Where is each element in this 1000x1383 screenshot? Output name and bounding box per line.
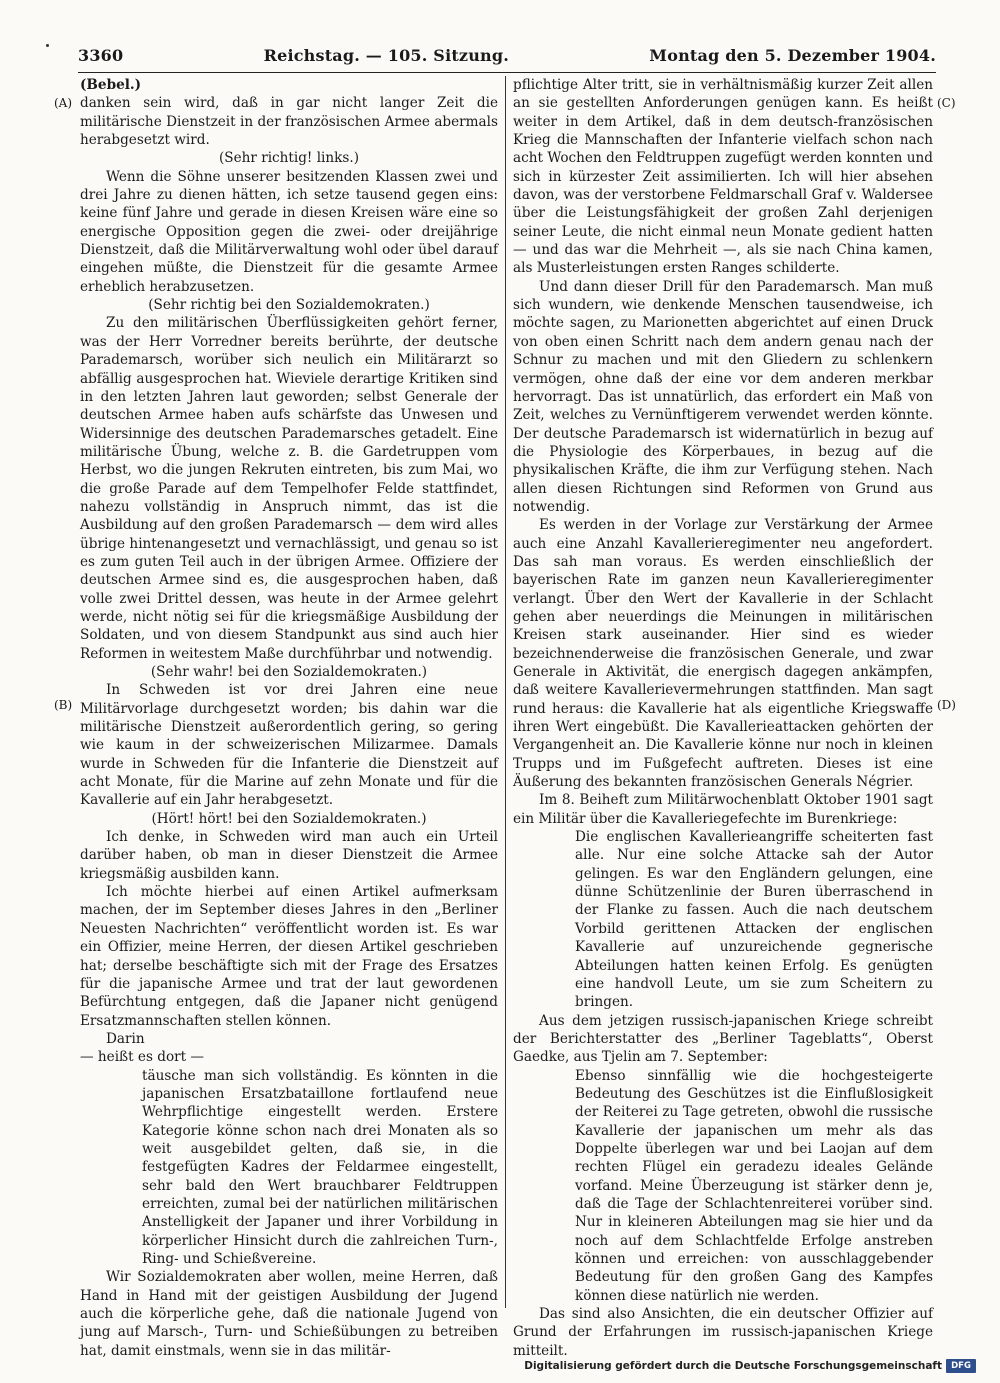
margin-marker-a: (A) [54,96,73,110]
paragraph: Aus dem jetzigen russisch-japanischen Kriege schreibt der Berichterstatter des „Berliner Tageblatts“, Oberst Gaedke, aus Tjelin am 7. September: [513,1012,933,1066]
column-rule [505,76,506,1308]
paragraph: pflichtige Alter tritt, sie in verhältnismäßig kurzer Zeit allen an sie gestellten Anforderungen genügen kann. Es heißt weiter in dem Artikel, daß in dem deutsch-französischen Krieg die Mannschaften der Infanterie vielfach schon nach acht Wochen den Feldtruppen zugefügt werden konnten und sich in kürzester Zeit assimilierten. Ich will hier absehen davon, was der verstorbene Feldmarschall Graf v. Waldersee über die Leistungsfähigkeit der großen Zahl derjenigen seiner Leute, die nicht einmal neun Monate gedient hatten — und das war die Mehrheit —, als sie nach China kamen, als Musterleistungen ersten Ranges schilderte. [513,77,933,277]
margin-marker-c: (C) [937,96,956,110]
paragraph: — heißt es dort — [80,1049,205,1066]
paragraph: danken sein wird, daß in gar nicht langer Zeit die militärische Dienstzeit in der französischen Armee abermals herabgesetzt wird. [80,95,498,149]
paragraph: Im 8. Beiheft zum Militärwochenblatt Oktober 1901 sagt ein Militär über die Kavalleriegefechte im Burenkriege: [513,792,933,827]
page-header [78,46,936,72]
interjection: (Sehr richtig bei den Sozialdemokraten.) [148,297,430,314]
page-footer [524,1359,976,1373]
left-column [80,76,498,1360]
interjection: (Sehr wahr! bei den Sozialdemokraten.) [150,664,428,680]
header-rule [78,72,936,73]
paragraph: Und dann dieser Drill für den Parademarsch. Man muß sich wundern, wie denkende Menschen tausendweise, ich möchte sagen, zu Marionetten abgerichtet auf einen Druck von oben einen Schritt nach dem andern genau nach der Schnur zu machen und mit den Gliedern zu schlenkern vermögen, ohne daß der eine vor dem anderen merkbar hervorragt. Das ist unnatürlich, das erfordert ein Maß von Zeit, welches zu Vernünftigerem verwendet werden könnte. Der deutsche Parademarsch ist widernatürlich in bezug auf die Physiologie des Körperbaues, in bezug auf die physikalischen Kräfte, die ihm zur Verfügung stehen. Nach allen diesen Richtungen sind Reformen von Grund aus notwendig. [513,278,933,515]
speaker-name: (Bebel.) [80,77,142,93]
paragraph: Das sind also Ansichten, die ein deutscher Offizier auf Grund der Erfahrungen im russisch-japanischen Kriege mitteilt. [513,1306,933,1359]
funding-note: Digitalisierung gefördert durch die Deutsche Forschungsgemeinschaft [524,1360,942,1372]
paragraph: Ich möchte hierbei auf einen Artikel aufmerksam machen, der im September dieses Jahres in den „Berliner Neuesten Nachrichten“ veröffentlicht worden ist. Es war ein Offizier, meine Herren, der diesen Artikel geschrieben hat; derselbe beschäftigte sich mit der Frage des Ersatzes für die japanische Armee und trat der laut gewordenen Befürchtung entgegen, daß die Japaner nicht genügend Ersatzmannschaften stellen können. [80,884,498,1029]
dfg-logo-icon: DFG [946,1359,976,1373]
right-column [513,76,933,1360]
paragraph: In Schweden ist vor drei Jahren eine neue Militärvorlage durchgesetzt worden; bis dahin war die militärische Dienstzeit außerordentlich gering, so gering wie kaum in der schweizerischen Milizarmee. Damals wurde in Schweden für die Infanterie die Dienstzeit auf acht Monate, für die Marine auf zehn Monate und für die Kavallerie auf ein Jahr herabgesetzt. [80,682,498,809]
paragraph: Es werden in der Vorlage zur Verstärkung der Armee auch eine Anzahl Kavallerieregimenter neu angefordert. Das sah man voraus. Es werden einschließlich der bayerischen Rate im ganzen neun Kavallerieregimenter verlangt. Über den Wert der Kavallerie in der Schlacht gehen aber neuerdings die Meinungen in militärischen Kreisen stark auseinander. Hier sind es wieder bezeichnenderweise die französischen Generale, und zwar Generale in Aktivität, die energisch dagegen ankämpfen, daß weitere Kavallerievermehrungen stattfinden. Man sagt rund heraus: die Kavallerie hat als eigentliche Kriegswaffe ihren Wert eingebüßt. Die Kavallerieattacken gehörten der Vergangenheit an. Die Kavallerie könne nur noch in kleinen Trupps und im Fußgefecht auftreten. Dieses ist eine Äußerung des bekannten französischen Generals Négrier. [513,517,933,791]
session-date: Montag den 5. Dezember 1904. [649,46,936,65]
page-number: 3360 [78,46,124,65]
paragraph: Zu den militärischen Überflüssigkeiten gehört ferner, was der Herr Vorredner bereits berührte, der deutsche Parademarsch, worüber sich neulich ein Militärarzt so abfällig ausgesprochen hat. Wieviele derartige Kritiken sind in den letzten Jahren laut geworden; selbst Generale der deutschen Armee haben aufs schärfste das Unwesen und Widersinnige des deutschen Parademarsches getadelt. Eine militärische Übung, welche z. B. die Gardetruppen vom Herbst, wo die jungen Rekruten eintreten, bis zum Mai, wo die große Parade auf dem Tempelhofer Felde stattfindet, nahezu vollständig in Anspruch nimmt, das ist die Ausbildung auf den großen Parademarsch — dem wird alles übrige hintenangesetzt und vernachlässigt, und genau so ist es zum guten Teil auch in der übrigen Armee. Offiziere der deutschen Armee sind es, die ausgesprochen haben, daß volle zwei Drittel dessen, was heute in der Armee gelehrt werde, nicht nötig sei für die kriegsmäßige Ausbildung der Soldaten, und von diesem Standpunkt aus sind auch hier Reformen in weitestem Maße durchführbar und notwendig. [80,315,498,662]
block-quote: Ebenso sinnfällig wie die hochgesteigerte Bedeutung des Geschützes ist die Einflußlosigkeit der Reiterei zu Tage getreten, obwohl die russische Kavallerie der japanischen um mehr als das Doppelte überlegen war und bei Laojan auf dem rechten Flügel ein geradezu ideales Gelände vorfand. Meine Überzeugung ist stärker denn je, daß die Tage der Schlachtenreiterei vorüber sind. Nur in kleineren Abteilungen mag sie hier und da noch auf dem Schlachtfelde Erfolge anstreben können und erreichen: von ausschlaggebender Bedeutung für den großen Gang des Kampfes können diese natürlich nie werden. [575,1067,933,1304]
block-quote: täusche man sich vollständig. Es könnten in die japanischen Ersatzbataillone fortlaufend neue Wehrpflichtige eingestellt werden. Erstere Kategorie könne schon nach drei Monaten als so weit ausgebildet gelten, daß sie, in die festgefügten Kadres der Feldarmee eingestellt, sehr bald den Wert brauchbarer Feldtruppen erreichten, zumal bei der natürlichen militärischen Anstelligkeit der Japaner und ihrer Vorbildung in körperlicher Hinsicht durch die zahlreichen Turn-, Ring- und Schießvereine. [142,1067,498,1267]
paragraph: Wenn die Söhne unserer besitzenden Klassen zwei und drei Jahre zu dienen hätten, ich setze tausend gegen eins: keine fünf Jahre und gerade in diesen Kreisen wäre eine so energische Opposition gegen die zwei- oder dreijährige Dienstzeit, daß die Militärverwaltung wohl oder übel darauf eingehen müßte, die Dienstzeit für die gesamte Armee erheblich herabzusetzen. [80,168,498,295]
interjection: (Hört! hört! bei den Sozialdemokraten.) [151,810,427,827]
running-title: Reichstag. — 105. Sitzung. [263,46,510,65]
paragraph: Wir Sozialdemokraten aber wollen, meine Herren, daß Hand in Hand mit der geistigen Ausbildung der Jugend auch die körperliche gehe, daß die nationale Jugend von jung auf Marsch-, Turn- und Schießübungen zu betreiben hat, damit einstmals, wenn sie in das militär- [80,1269,498,1359]
interjection: (Sehr richtig! links.) [218,150,360,167]
ink-dot [46,44,49,47]
margin-marker-d: (D) [937,698,956,712]
block-quote: Die englischen Kavallerieangriffe scheiterten fast alle. Nur eine solche Attacke sah der Autor gelingen. Es war den Engländern gelungen, eine dünne Schützenlinie der Buren überraschend in der Flanke zu fassen. Auch die nach deutschem Vorbild gerittenen Attacken der englischen Kavallerie auf unzureichende gegnerische Abteilungen hatten keinen Erfolg. Es genügten eine handvoll Leute, um sie zum Scheitern zu bringen. [575,829,933,1011]
margin-marker-b: (B) [54,698,73,712]
paragraph: Darin [106,1030,145,1047]
paragraph: Ich denke, in Schweden wird man auch ein Urteil darüber haben, ob man in dieser Dienstzeit die Armee kriegsmäßig ausbilden kann. [80,829,498,882]
